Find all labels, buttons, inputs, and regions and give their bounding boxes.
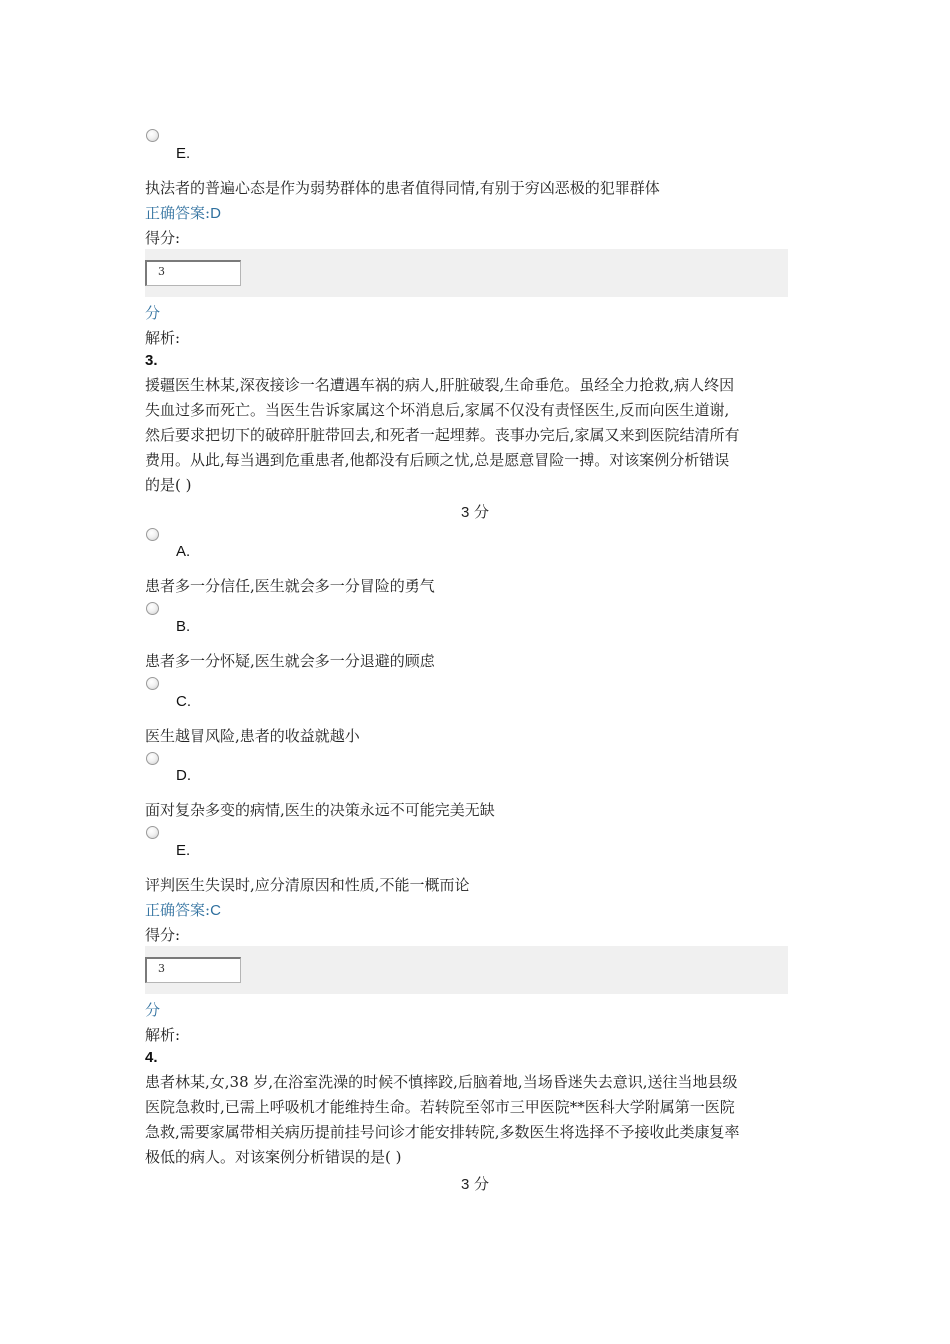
question-4-stem [145, 1070, 740, 1170]
question-3-number: 3. [145, 352, 158, 369]
question-3-stem [145, 373, 740, 498]
question-4-stem-line: 急救,需要家属带相关病历提前挂号问诊才能安排转院,多数医生将选择不予接收此类康复率 [145, 1123, 740, 1141]
option-a-letter: A. [176, 543, 191, 560]
option-d-radio[interactable] [146, 752, 159, 765]
correct-answer-label: 正确答案: [145, 901, 211, 919]
score-label-q3: 得分: [145, 926, 181, 944]
question-4-stem-line: 患者林某,女,38 岁,在浴室洗澡的时候不慎摔跤,后脑着地,当场昏迷失去意识,送往当地县级 [145, 1073, 738, 1091]
score-input-q3[interactable]: 3 [145, 957, 241, 983]
option-e-radio[interactable] [146, 826, 159, 839]
question-4-points-num: 3 [460, 1176, 470, 1193]
question-4-points [0, 1173, 950, 1194]
option-c-text: 医生越冒风险,患者的收益就越小 [145, 727, 360, 745]
question-3-stem-line: 援疆医生林某,深夜接诊一名遭遇车祸的病人,肝脏破裂,生命垂危。虽经全力抢救,病人终因 [145, 376, 735, 394]
score-unit-prev: 分 [145, 304, 161, 322]
option-e-text: 评判医生失误时,应分清原因和性质,不能一概而论 [145, 876, 470, 894]
analysis-label-q3: 解析: [145, 1026, 181, 1044]
option-c-letter: C. [176, 693, 191, 710]
option-e-letter-prev: E. [176, 145, 191, 162]
analysis-label-prev: 解析: [145, 329, 181, 347]
question-3-points [0, 501, 950, 522]
correct-answer-q3 [145, 899, 221, 920]
correct-answer-prev [145, 202, 221, 223]
option-d-letter: D. [176, 767, 191, 784]
option-e-letter: E. [176, 842, 191, 859]
option-a-text: 患者多一分信任,医生就会多一分冒险的勇气 [145, 577, 435, 595]
option-b-letter: B. [176, 618, 191, 635]
option-e-radio-prev[interactable] [146, 129, 159, 142]
option-b-radio[interactable] [146, 602, 159, 615]
question-4-number: 4. [145, 1049, 158, 1066]
question-3-points-num: 3 [460, 504, 470, 521]
question-3-points-unit: 分 [469, 503, 490, 521]
question-3-stem-line: 失血过多而死亡。当医生告诉家属这个坏消息后,家属不仅没有责怪医生,反而向医生道谢, [145, 401, 730, 419]
question-3-stem-line: 然后要求把切下的破碎肝脏带回去,和死者一起埋葬。丧事办完后,家属又来到医院结清所有 [145, 426, 740, 444]
option-a-radio[interactable] [146, 528, 159, 541]
score-panel-q3 [145, 946, 788, 994]
score-label-prev: 得分: [145, 229, 181, 247]
option-d-text: 面对复杂多变的病情,医生的决策永远不可能完美无缺 [145, 801, 495, 819]
correct-answer-value: D [210, 205, 221, 222]
question-4-stem-line: 医院急救时,已需上呼吸机才能维持生命。若转院至邻市三甲医院**医科大学附属第一医院 [145, 1098, 735, 1116]
correct-answer-value: C [210, 902, 221, 919]
correct-answer-label: 正确答案: [145, 204, 211, 222]
question-4-stem-line: 极低的病人。对该案例分析错误的是( ) [145, 1148, 402, 1166]
option-c-radio[interactable] [146, 677, 159, 690]
score-input-prev[interactable]: 3 [145, 260, 241, 286]
question-3-stem-line: 费用。从此,每当遇到危重患者,他都没有后顾之忧,总是愿意冒险一搏。对该案例分析错误 [145, 451, 730, 469]
option-b-text: 患者多一分怀疑,医生就会多一分退避的顾虑 [145, 652, 435, 670]
score-unit-q3: 分 [145, 1001, 161, 1019]
question-4-points-unit: 分 [469, 1175, 490, 1193]
option-e-text-prev: 执法者的普遍心态是作为弱势群体的患者值得同情,有别于穷凶恶极的犯罪群体 [145, 179, 660, 197]
question-3-stem-line: 的是( ) [145, 476, 192, 494]
score-panel-prev [145, 249, 788, 297]
